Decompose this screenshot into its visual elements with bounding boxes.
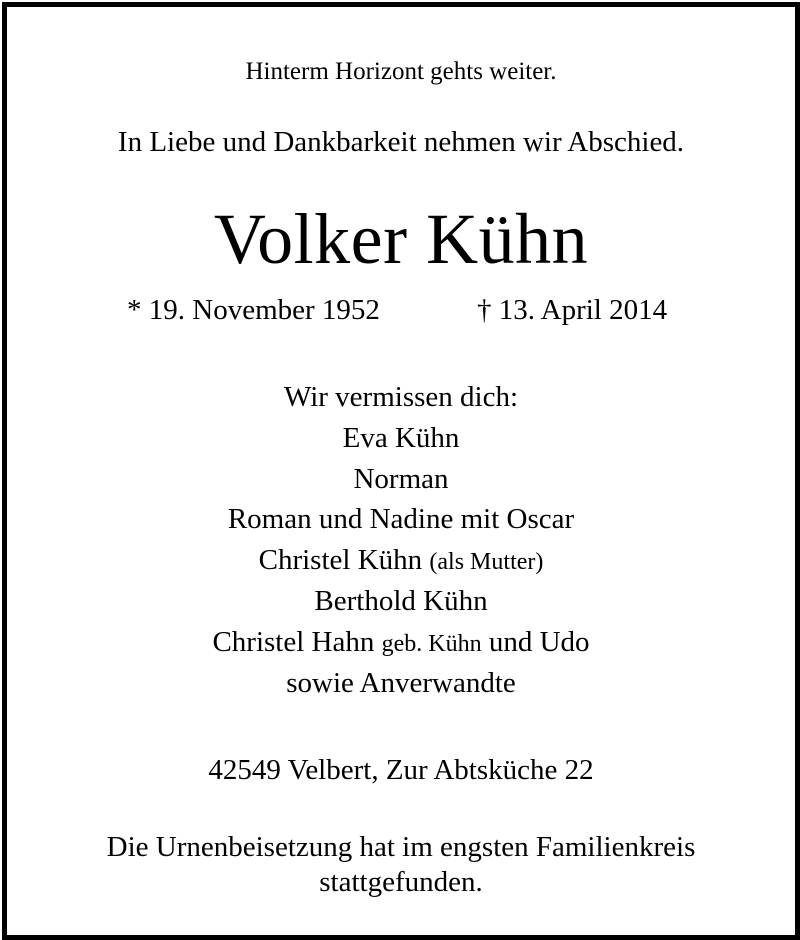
mourner-name: Norman: [353, 463, 449, 495]
mourner-name: Christel Kühn: [258, 544, 423, 576]
miss-heading: Wir vermissen dich:: [284, 381, 518, 413]
mourner-name: Christel Hahn: [212, 626, 375, 658]
deceased-name: Volker Kühn: [213, 199, 589, 279]
mourner-line: [7, 628, 795, 657]
mourner-name: Berthold Kühn: [314, 585, 488, 617]
mourner-name: Roman und Nadine mit Oscar: [227, 503, 575, 535]
address: 42549 Velbert, Zur Abtsküche 22: [208, 754, 594, 786]
mourner-note: geb. Kühn: [381, 631, 482, 657]
mourner-line: [7, 587, 795, 616]
obituary-notice: [2, 2, 800, 940]
motto: Hinterm Horizont gehts weiter.: [245, 58, 557, 85]
mourner-note: (als Mutter): [429, 549, 544, 575]
mourner-line: [7, 505, 795, 534]
mourner-name: sowie Anverwandte: [286, 667, 516, 699]
farewell-line: In Liebe und Dankbarkeit nehmen wir Abschied.: [117, 126, 685, 158]
mourner-name: Eva Kühn: [342, 422, 460, 454]
death-date: † 13. April 2014: [477, 294, 668, 326]
burial-note-line-1: Die Urnenbeisetzung hat im engsten Familienkreis: [106, 831, 696, 863]
mourner-suffix: und Udo: [488, 626, 590, 658]
mourner-line: [7, 465, 795, 494]
mourner-line: [7, 546, 795, 575]
mourner-line: [7, 424, 795, 453]
burial-note-line-2: stattgefunden.: [319, 866, 483, 898]
mourner-line: [7, 669, 795, 698]
birth-date: * 19. November 1952: [127, 294, 380, 326]
